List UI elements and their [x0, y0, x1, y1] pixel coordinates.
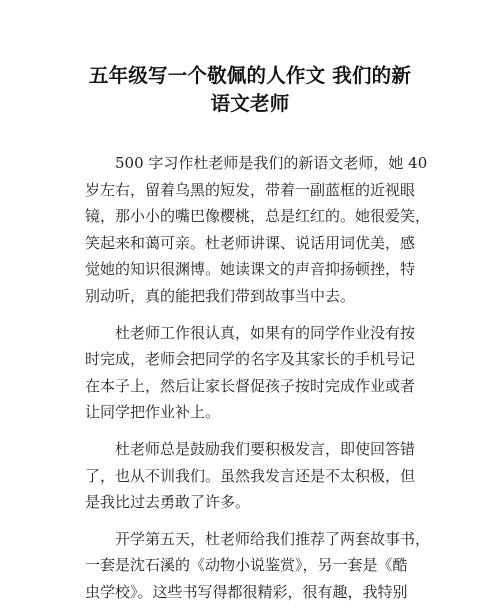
title-line: 五年级写一个敬佩的人作文 我们的新 [88, 64, 412, 87]
paragraph [85, 526, 431, 606]
title-line: 语文老师 [210, 92, 290, 115]
text-line: 一套是沈石溪的《动物小说鉴赏》，另一套是《酷 [85, 556, 408, 575]
text-line: 镜，那小小的嘴巴像樱桃，总是红红的。她很爱笑， [85, 207, 431, 226]
paragraph [85, 320, 425, 426]
text-line: 虫学校》。这些书写得都很精彩，很有趣，我特别 [85, 582, 408, 601]
text-line: 岁左右，留着乌黑的短发，带着一副蓝框的近视眼 [85, 180, 416, 199]
text-line: 500 字习作杜老师是我们的新语文老师，她 40 [115, 154, 428, 172]
text-line: 杜老师总是鼓励我们要积极发言，即使回答错 [115, 439, 416, 458]
text-line: 了，也从不训我们。虽然我发言还是不太积极，但 [85, 466, 416, 485]
paragraph [85, 150, 431, 310]
text-line: 别动听，真的能把我们带到故事当中去。 [85, 286, 356, 305]
text-line: 让同学把作业补上。 [85, 403, 221, 422]
text-line: 笑起来和蔼可亲。杜老师讲课、说话用词优美，感 [85, 233, 416, 252]
text-line: 是我比过去勇敢了许多。 [85, 493, 251, 512]
paragraph [85, 436, 425, 516]
document-title [60, 62, 440, 118]
text-line: 杜老师工作很认真，如果有的同学作业没有按 [115, 323, 416, 342]
text-line: 觉她的知识很渊博。她读课文的声音抑扬顿挫，特 [85, 260, 416, 279]
text-line: 在本子上，然后让家长督促孩子按时完成作业或者 [85, 376, 416, 395]
text-line: 时完成，老师会把同学的名字及其家长的手机号记 [85, 350, 416, 369]
document-body [85, 150, 431, 616]
text-line: 开学第五天，杜老师给我们推荐了两套故事书， [115, 529, 431, 548]
